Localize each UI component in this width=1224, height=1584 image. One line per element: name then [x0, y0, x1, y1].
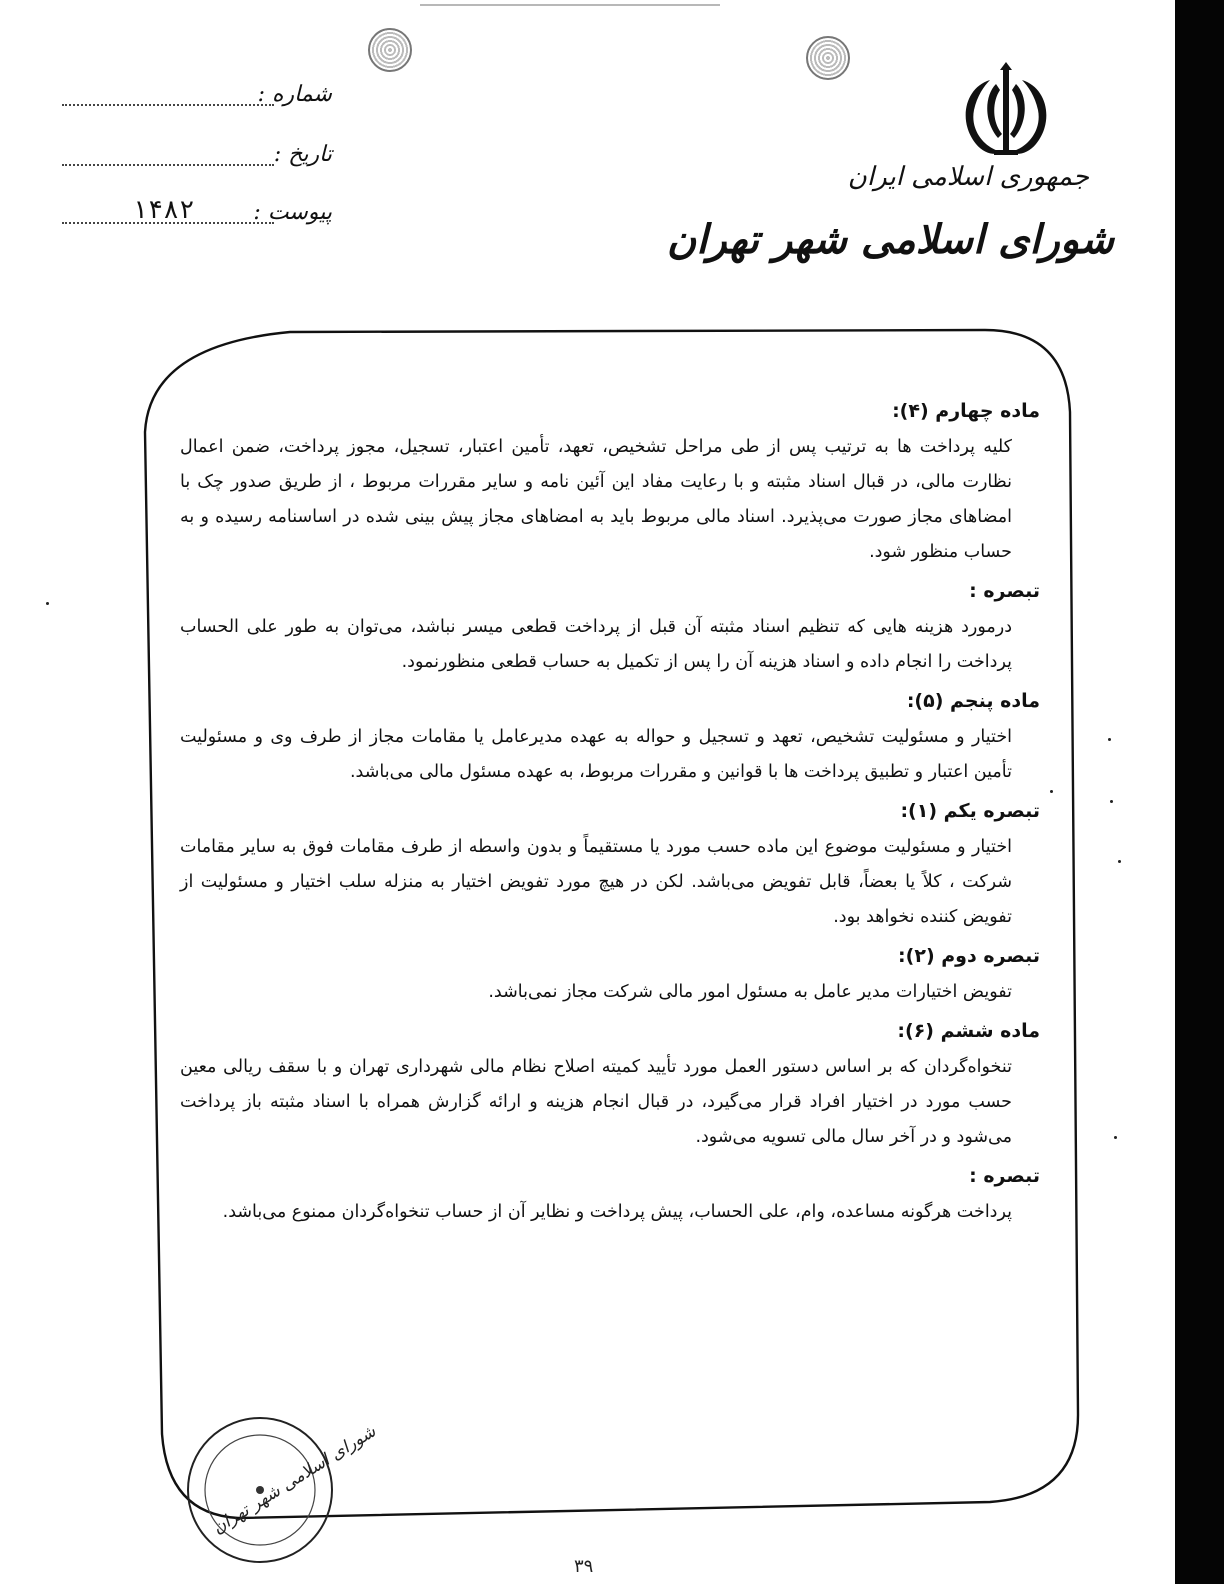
section-paragraph: اختیار و مسئولیت موضوع این ماده حسب مورد یا مستقیماً و بدون واسطه از طرف مقامات فوق به سایر مقامات شرکت ، کلاً یا بعضاً، قابل تفویض می‌باشد. لکن در هیچ مورد تفویض اختیار به منزله سلب اختیار و مسئولیت از تفویض کننده نخواهد بود.	[180, 837, 1012, 927]
small-stamp-left	[368, 28, 412, 72]
page-number: ۳۹	[574, 1556, 594, 1577]
date-label: تاریخ :	[273, 142, 332, 167]
date-field	[62, 142, 332, 174]
iran-emblem-icon	[950, 62, 1062, 162]
attachment-field	[62, 196, 332, 232]
scan-speck	[1050, 790, 1053, 793]
section-paragraph: اختیار و مسئولیت تشخیص، تعهد و تسجیل و حواله به عهده مدیرعامل یا مقامات مجاز از طرف وی و مسئولیت تأمین اعتبار و تطبیق پرداخت ها با قوانین و مقررات مربوط، به عهده مسئول مالی می‌باشد.	[180, 727, 1012, 782]
number-field	[62, 82, 332, 114]
section-paragraph: پرداخت هرگونه مساعده، وام، علی الحساب، پیش پرداخت و نظایر آن از حساب تنخواه‌گردان ممنوع می‌باشد.	[222, 1202, 1012, 1222]
scan-top-line	[420, 4, 720, 6]
scan-edge-bar	[1175, 0, 1224, 1584]
attachment-label: پیوست :	[253, 200, 332, 225]
section-paragraph: تفویض اختیارات مدیر عامل به مسئول امور مالی شرکت مجاز نمی‌باشد.	[488, 982, 1012, 1002]
seal-text: شورای اسلامی شهر تهران	[209, 1421, 380, 1539]
date-dotted-line	[62, 164, 274, 166]
scan-speck	[1108, 738, 1111, 741]
section-heading: ماده ششم (۶):	[897, 1020, 1040, 1042]
section-heading: تبصره دوم (۲):	[898, 945, 1040, 967]
section-heading: ماده چهارم (۴):	[892, 400, 1040, 422]
number-dotted-line	[62, 104, 274, 106]
number-label: شماره :	[257, 82, 332, 107]
section-heading: تبصره :	[969, 1165, 1040, 1187]
scan-speck	[46, 602, 49, 605]
country-name: جمهوری اسلامی ایران	[847, 162, 1089, 192]
section-paragraph: تنخواه‌گردان که بر اساس دستور العمل مورد تأیید کمیته اصلاح نظام مالی شهرداری تهران و با سقف ریالی معین حسب مورد در اختیار افراد قرار می‌گیرد، در قبال انجام هزینه و ارائه گزارش همراه با اسناد مثبته باز پرداخت می‌شود و در آخر سال مالی تسویه می‌شود.	[180, 1057, 1012, 1147]
council-name: شورای اسلامی شهر تهران	[666, 216, 1114, 263]
section-heading: تبصره :	[969, 580, 1040, 602]
scan-speck	[1118, 860, 1121, 863]
section-heading: ماده پنجم (۵):	[906, 690, 1040, 712]
section-paragraph: کلیه پرداخت ها به ترتیب پس از طی مراحل تشخیص، تعهد، تأمین اعتبار، تسجیل، مجوز پرداخت، ضمن اعمال نظارت مالی، در قبال اسناد مثبته و با رعایت مفاد این آئین نامه و سایر مقررات مربوط ، از طریق صدور چک با امضاهای مجاز صورت می‌پذیرد. اسناد مالی مربوط باید به امضاهای مجاز پیش بینی شده در اساسنامه رسیده و به حساب منظور شود.	[180, 437, 1012, 562]
scan-speck	[1114, 1136, 1117, 1139]
attachment-value: ۱۴۸۲	[132, 196, 195, 226]
scan-speck	[1110, 800, 1113, 803]
document-body	[180, 392, 1040, 1236]
section-paragraph: درمورد هزینه هایی که تنظیم اسناد مثبته آن قبل از پرداخت قطعی میسر نباشد، می‌توان به طور علی الحساب پرداخت را انجام داده و اسناد هزینه آن را پس از تکمیل به حساب قطعی منظورنمود.	[180, 617, 1012, 672]
small-stamp-right	[806, 36, 850, 80]
section-heading: تبصره یکم (۱):	[900, 800, 1040, 822]
